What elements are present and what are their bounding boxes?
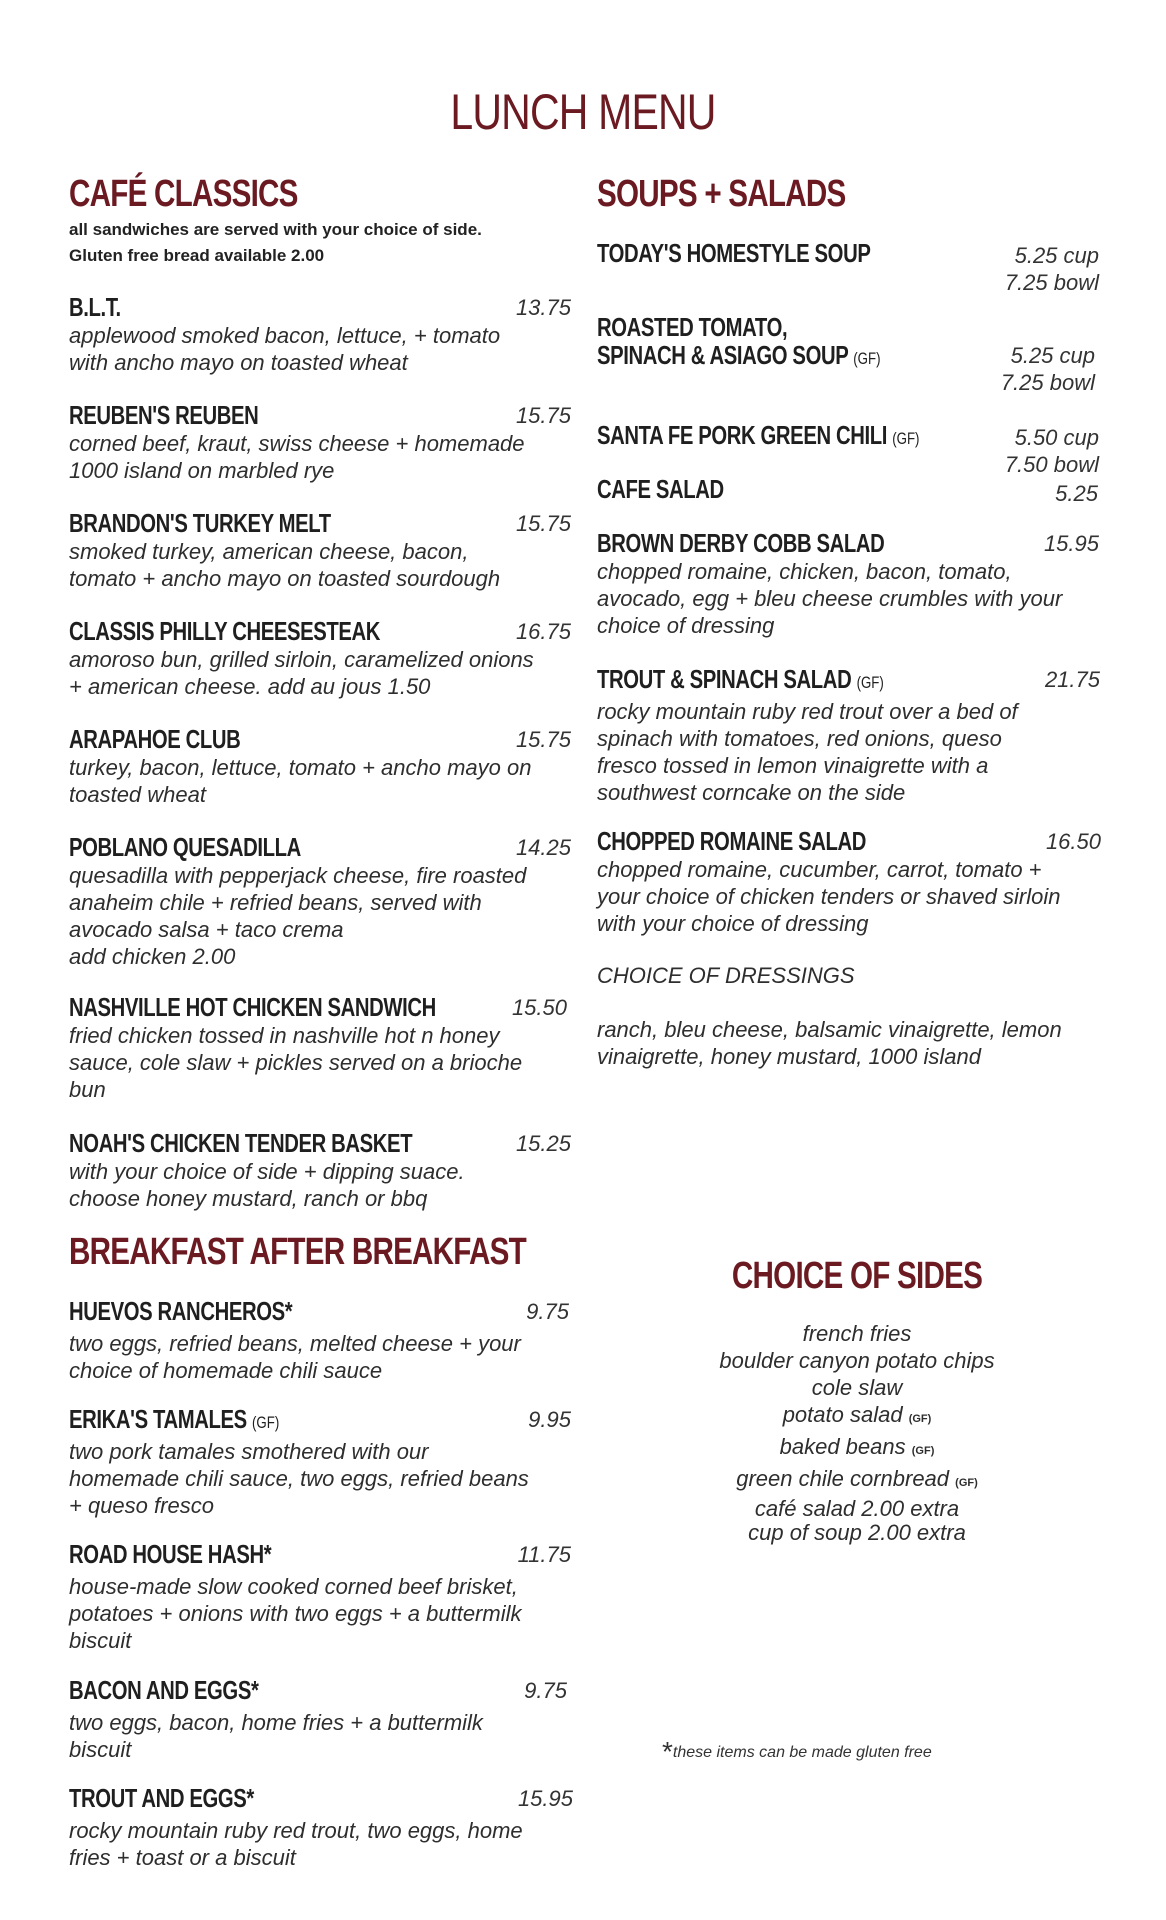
item-name: BRANDON'S TURKEY MELT [69,508,331,538]
menu-item-arapahoe-club [69,724,571,808]
item-name: CLASSIS PHILLY CHEESESTEAK [69,616,381,646]
side-item: potato salad (GF) [782,1402,932,1427]
item-price: 15.50 [511,995,567,1020]
item-name: TODAY'S HOMESTYLE SOUP [597,238,871,268]
cafe-note-gluten-free: Gluten free bread available 2.00 [69,246,325,265]
item-name: NASHVILLE HOT CHICKEN SANDWICH [69,992,436,1022]
item-name: ERIKA'S TAMALES (GF) [69,1404,280,1434]
side-item: baked beans (GF) [779,1434,935,1459]
item-description: two eggs, refried beans, melted cheese + your choice of homemade chili sauce [69,1331,521,1383]
item-name: ARAPAHOE CLUB [69,724,241,754]
menu-item-green-chili [597,420,1101,477]
item-description: rocky mountain ruby red trout, two eggs, home fries + toast or a biscuit [69,1818,523,1870]
menu-item-nashville-hot-chicken [69,992,571,1103]
dressings-label: CHOICE OF DRESSINGS [597,963,855,988]
menu-item-turkey-melt [69,508,571,592]
breakfast-heading: BREAKFAST AFTER BREAKFAST [69,1231,526,1273]
item-price: 15.75 [515,511,571,536]
item-price: 16.75 [515,619,571,644]
item-name-line2: SPINACH & ASIAGO SOUP (GF) [597,340,881,370]
side-item: café salad 2.00 extra [754,1496,960,1521]
side-item: cup of soup 2.00 extra [748,1520,966,1545]
menu-item-roasted-tomato-soup [597,312,1101,395]
item-description: two pork tamales smothered with our homemade chili sauce, two eggs, refried beans + queso fresco [69,1439,529,1518]
menu-item-chicken-tender-basket [69,1128,571,1212]
menu-item-cafe-salad [597,474,1098,504]
gluten-free-tag: (GF) [911,1445,935,1457]
item-price: 5.25 [1055,481,1098,506]
item-name: BROWN DERBY COBB SALAD [597,528,885,558]
menu-item-trout-and-eggs [69,1783,573,1871]
item-name: BACON AND EGGS* [69,1675,259,1705]
menu-item-cobb-salad [597,528,1099,639]
item-name: REUBEN'S REUBEN [69,400,259,430]
item-description: fried chicken tossed in nashville hot n honey sauce, cole slaw + pickles served on a brioche bun [69,1023,523,1102]
item-price: 11.75 [517,1542,571,1567]
cafe-classics-heading: CAFÉ CLASSICS [69,173,298,215]
item-name: CHOPPED ROMAINE SALAD [597,826,866,856]
item-name: NOAH'S CHICKEN TENDER BASKET [69,1128,413,1158]
item-description: with your choice of side + dipping suace. choose honey mustard, ranch or bbq [69,1159,465,1211]
item-name: B.L.T. [69,292,121,322]
item-description: chopped romaine, cucumber, carrot, tomato + your choice of chicken tenders or shaved sirloin with your choice of dressing [597,857,1061,936]
menu-item-trout-spinach-salad [597,664,1100,806]
item-price: 9.95 [528,1407,571,1432]
item-description: smoked turkey, american cheese, bacon, tomato + ancho mayo on toasted sourdough [69,539,501,591]
menu-item-blt [69,292,571,376]
menu-item-bacon-and-eggs [69,1675,567,1763]
item-price: 15.95 [517,1786,573,1811]
sides-list [577,1320,1137,1545]
gluten-free-tag: (GF) [955,1477,978,1489]
menu-item-poblano-quesadilla [69,832,571,970]
item-description: rocky mountain ruby red trout over a bed of spinach with tomatoes, red onions, queso fresco tossed in lemon vinaigrette with a southwest corncake on the side [597,699,1018,805]
item-price: 16.50 [1045,829,1101,854]
item-description: corned beef, kraut, swiss cheese + homemade 1000 island on marbled rye [69,431,525,483]
item-description: turkey, bacon, lettuce, tomato + ancho mayo on toasted wheat [69,755,532,807]
side-item: cole slaw [811,1375,903,1400]
gluten-free-tag: (GF) [892,429,920,448]
item-price: 5.25 cup 7.25 bowl [1000,343,1095,395]
menu-item-reuben [69,400,571,484]
side-item: french fries [802,1321,912,1346]
item-price: 13.75 [515,295,571,320]
menu-item-chopped-romaine-salad [597,826,1101,937]
cafe-note-sides: all sandwiches are served with your choice of side. [69,220,482,239]
gluten-free-tag: (GF) [908,1413,932,1425]
gluten-free-footnote: *these items can be made gluten free [662,1736,932,1767]
item-price: 21.75 [1044,667,1100,692]
gluten-free-tag: (GF) [856,673,884,692]
menu-item-erikas-tamales [69,1404,571,1519]
item-price: 9.75 [524,1678,567,1703]
item-description: amoroso bun, grilled sirloin, caramelized onions + american cheese. add au jous 1.50 [69,647,534,699]
choice-of-sides-heading: CHOICE OF SIDES [731,1255,983,1297]
item-description: applewood smoked bacon, lettuce, + tomato with ancho mayo on toasted wheat [69,323,501,375]
menu-item-homestyle-soup [597,238,1101,295]
side-item: boulder canyon potato chips [719,1348,995,1373]
item-price: 14.25 [515,835,571,860]
item-price: 5.25 cup 7.25 bowl [1004,243,1099,295]
item-name: ROASTED TOMATO, [597,312,788,342]
item-price: 15.75 [515,727,571,752]
menu-item-road-house-hash [69,1539,571,1654]
gluten-free-tag: (GF) [853,349,881,368]
asterisk: * [662,1736,673,1767]
item-price: 15.75 [515,403,571,428]
item-name: ROAD HOUSE HASH* [69,1539,272,1569]
menu-item-philly-cheesesteak [69,616,571,700]
soups-salads-heading: SOUPS + SALADS [597,173,846,215]
item-price: 9.75 [526,1299,569,1324]
item-price: 15.25 [515,1131,571,1156]
side-item: green chile cornbread (GF) [736,1466,978,1491]
menu-title: LUNCH MENU [450,84,716,140]
item-name: POBLANO QUESADILLA [69,832,301,862]
dressings-list: ranch, bleu cheese, balsamic vinaigrette, lemon vinaigrette, honey mustard, 1000 island [597,1017,1062,1069]
gluten-free-tag: (GF) [251,1413,280,1432]
item-name: HUEVOS RANCHEROS* [69,1296,293,1326]
item-price: 15.95 [1043,531,1099,556]
item-name: SANTA FE PORK GREEN CHILI (GF) [597,420,920,450]
item-name: TROUT AND EGGS* [69,1783,254,1813]
item-name: CAFE SALAD [597,474,724,504]
item-price: 5.50 cup 7.50 bowl [1004,425,1099,477]
item-description: two eggs, bacon, home fries + a buttermilk biscuit [69,1710,483,1762]
item-name: TROUT & SPINACH SALAD (GF) [597,664,884,694]
menu-item-huevos-rancheros [69,1296,569,1384]
item-description: chopped romaine, chicken, bacon, tomato, avocado, egg + bleu cheese crumbles with your choice of dressing [597,559,1063,638]
item-description: house-made slow cooked corned beef brisket, potatoes + onions with two eggs + a buttermilk biscuit [69,1574,522,1653]
item-description: quesadilla with pepperjack cheese, fire roasted anaheim chile + refried beans, served with avocado salsa + taco crema add chicken 2.00 [69,863,527,969]
